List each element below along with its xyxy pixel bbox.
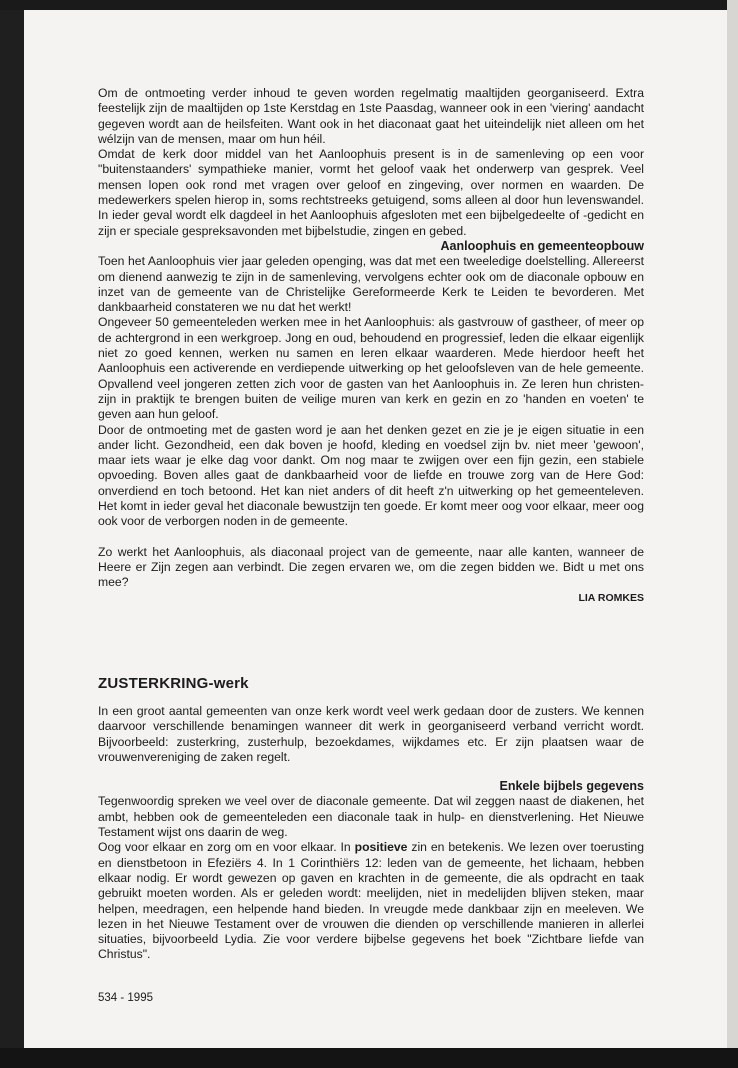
scan-top-edge	[0, 0, 738, 10]
section-title: ZUSTERKRING-werk	[98, 675, 249, 692]
scan-right-edge	[727, 0, 738, 1068]
paragraph: In een groot aantal gemeenten van onze kerk wordt veel werk gedaan door de zusters. We kennen daarvoor verschillende benamingen wanneer dit werk in georganiseerd verband verricht wordt. Bijvoorbeeld: zusterkring, zusterhulp, bezoekdames, wijkdames etc. Er zijn plaatsen waar de vrouwenvereniging de zaken regelt.	[98, 704, 644, 764]
paragraph	[98, 840, 644, 962]
paragraph: Tegenwoordig spreken we veel over de diaconale gemeente. Dat wil zeggen naast de diakenen, het ambt, hebben ook de gemeenteleden een diaconale taak in hulp- en dienstverlening. Het Nieuwe Testament wijst ons daarin de weg.	[98, 794, 644, 840]
author-name: LIA ROMKES	[578, 591, 644, 604]
paragraph: Om de ontmoeting verder inhoud te geven worden regelmatig maaltijden georganiseerd. Extra feestelijk zijn de maaltijden op 1ste Kerstdag en 1ste Paasdag, wanneer ook in een 'viering' aandacht gegeven wordt aan de heilsfeiten. Want ook in het diaconaat gaat het uiteindelijk niet alleen om het wélzijn van de mensen, maar om hun héil.	[98, 86, 644, 146]
paragraph: Door de ontmoeting met de gasten word je aan het denken gezet en zie je je eigen situatie in een ander licht. Gezondheid, een dak boven je hoofd, kleding en voedsel zijn bv. niet meer 'gewoon', maar iets waar je elke dag voor dankt. Om nog maar te zwijgen over een fijn gezin, een stabiele opvoeding. Boven alles gaat de dankbaarheid voor de liefde en trouwe zorg van de Here God: onverdiend en toch betoond. Het kan niet anders of dit heeft z'n uitwerking op het gemeenteleven. Het komt in ieder geval het diaconale bewustzijn ten goede. Er komt meer oog voor elkaar, meer oog ook voor de verborgen noden in de gemeente.	[98, 422, 644, 529]
text-run: Oog voor elkaar en zorg om en voor elkaar. In	[98, 840, 355, 855]
section-body	[98, 704, 644, 963]
paragraph: Ongeveer 50 gemeenteleden werken mee in het Aanloophuis: als gastvrouw of gastheer, of meer op de achtergrond in een werkgroep. Jong en oud, behoudend en progressief, leden die elkaar eigenlijk niet zo goed kennen, werken nu samen en leren elkaar waarderen. Mede hierdoor heeft het Aanloophuis een activerende en verdiepende uitwerking op het geloofsleven van de hele gemeente. Opvallend veel jongeren zetten zich voor de gasten van het Aanloophuis in. Ze leren hun christen-zijn in praktijk te brengen buiten de veilige muren van kerk en gezin en zo 'handen en voeten' te geven aan hun geloof.	[98, 315, 644, 422]
subheading: Enkele bijbels gegevens	[499, 779, 644, 794]
paragraph: Toen het Aanloophuis vier jaar geleden openging, was dat met een tweeledige doelstelling. Allereerst om dienend aanwezig te zijn in de samenleving, vervolgens echter ook om de diaconale opbouw en inzet van de gemeente van de Christelijke Gereformeerde Kerk te Leiden te bevorderen. Met dankbaarheid constateren we nu dat het werkt!	[98, 254, 644, 315]
page-footer: 534 - 1995	[98, 992, 153, 1004]
paragraph: Omdat de kerk door middel van het Aanloophuis present is in de samenleving op een voor "buitenstaanders' sympathieke manier, vormt het geloof vaak het onderwerp van gesprek. Veel mensen lopen ook rond met vragen over geloof en zingeving, over normen en waarden. De medewerkers spelen hierop in, soms rechtstreeks getuigend, soms alleen al door hun levenswandel. In ieder geval wordt elk dagdeel in het Aanloophuis afgesloten met een bijbelgedeelte of -gedicht en zijn er speciale gespreksavonden met bijbelstudie, zingen en gebed.	[98, 147, 644, 238]
article-continuation	[98, 86, 644, 606]
text-run: zin en betekenis. We lezen over toerusting en dienstbetoon in Efeziërs 4. In 1 Corinthiërs 12: leden van de gemeente, het lichaam, hebben elkaar nodig. Er wordt gewezen op gaven en krachten in de gemeente, die als opdracht en taak gebruikt moeten worden. Als er geleden wordt: meelijden, niet in medelijden blijven steken, maar helpen, meedragen, een helpende hand bieden. In vreugde mede dankbaar zijn en meeleven. We lezen in het Nieuwe Testament over de vrouwen die dienden op verschillende manieren in allerlei situaties, bijvoorbeeld Lydia. Zie voor verdere bijbelse gegevens het boek "Zichtbare liefde van Christus".	[98, 840, 644, 962]
emphasis: positieve	[354, 840, 408, 855]
scan-bottom-edge	[0, 1048, 738, 1068]
subheading: Aanloophuis en gemeenteopbouw	[440, 238, 644, 253]
scan-left-edge	[0, 0, 24, 1068]
paragraph: Zo werkt het Aanloophuis, als diaconaal project van de gemeente, naar alle kanten, wanneer de Heere er Zijn zegen aan verbindt. Die zegen ervaren we, om die zegen bidden we. Bidt u met ons mee?	[98, 544, 644, 590]
